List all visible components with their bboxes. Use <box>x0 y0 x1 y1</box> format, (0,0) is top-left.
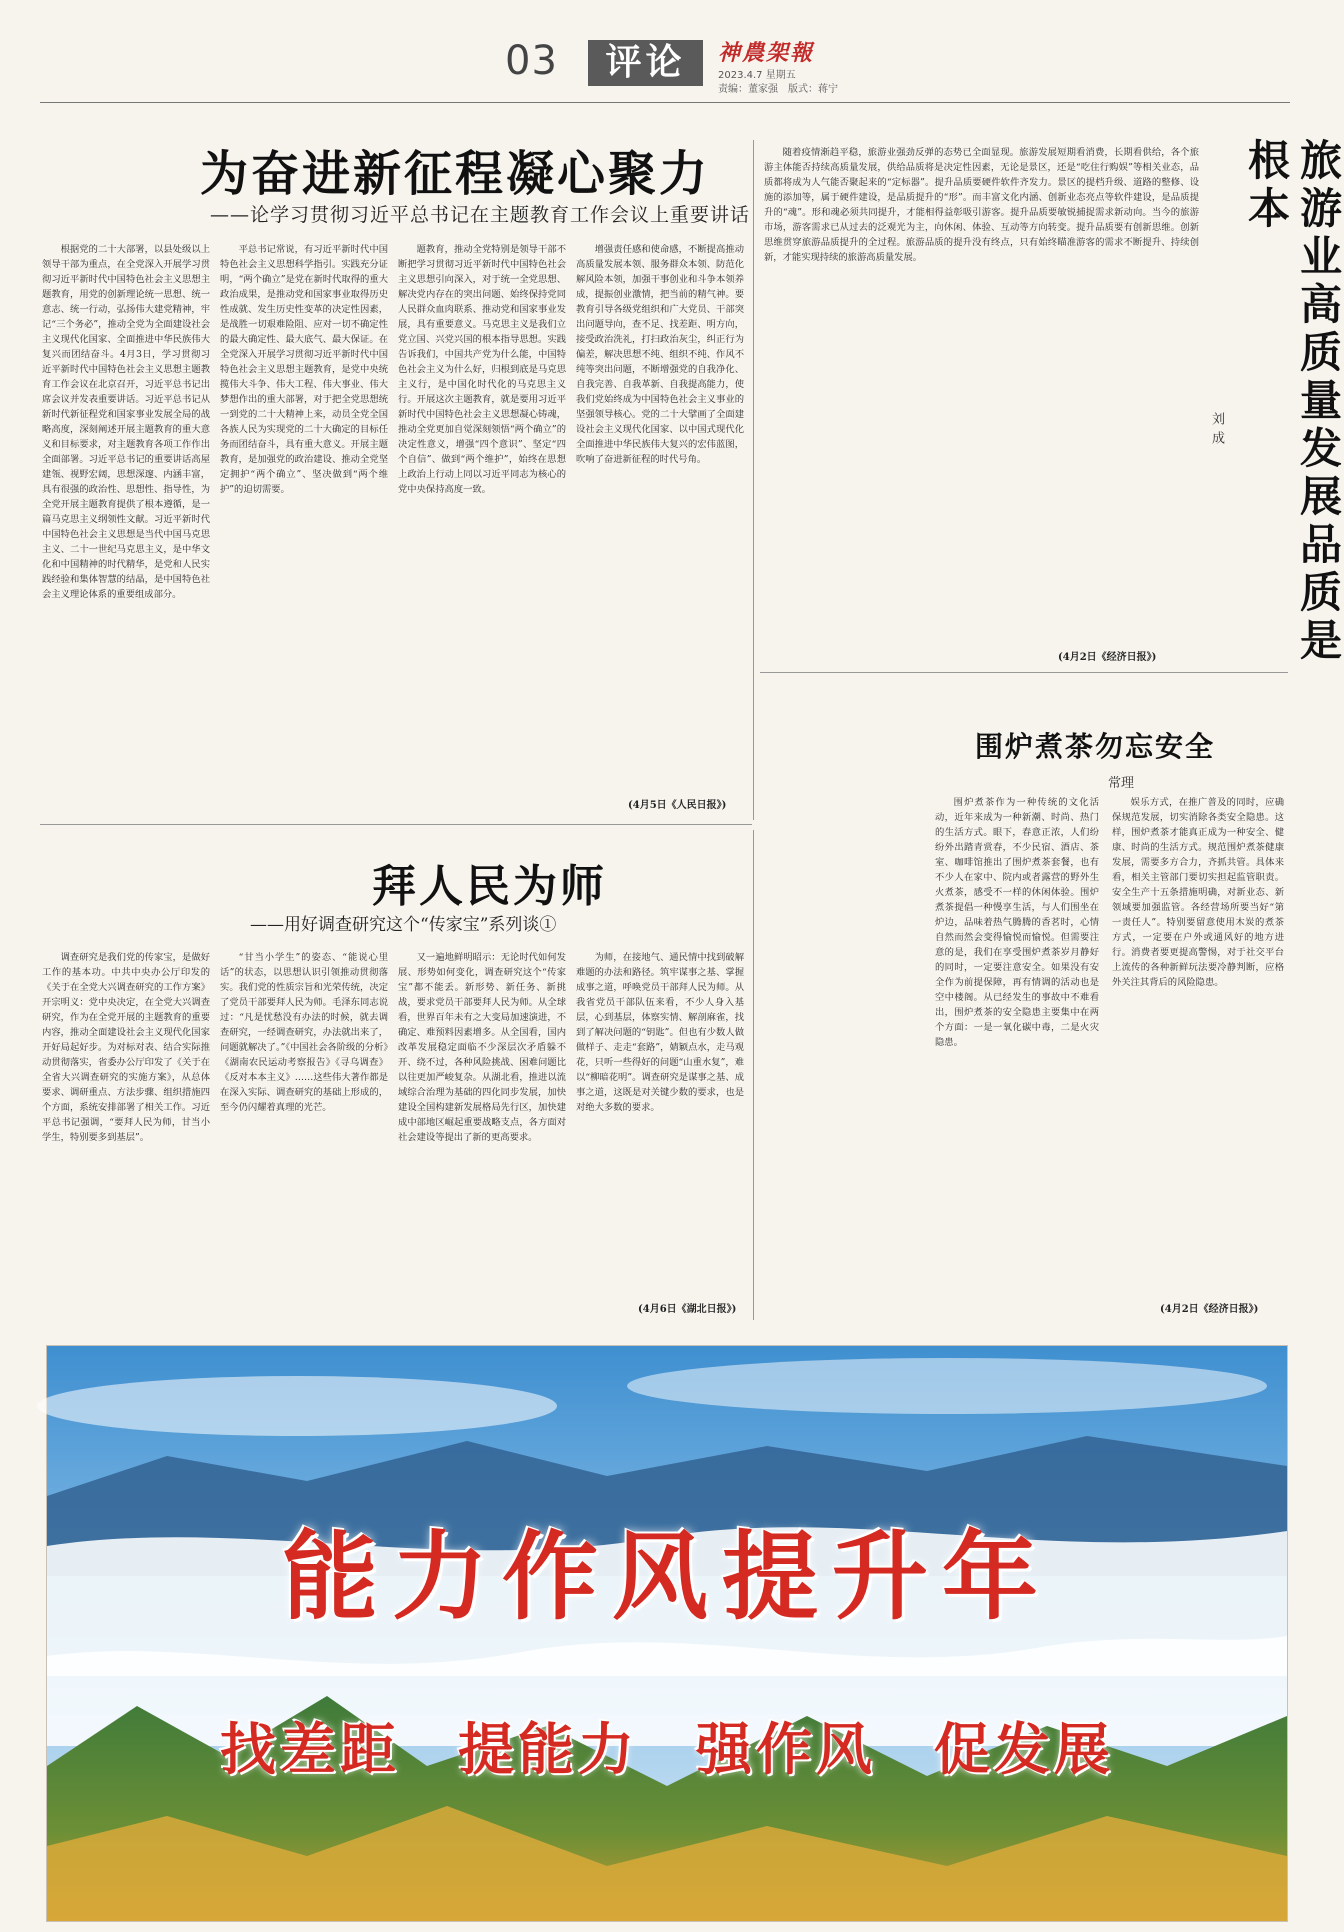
column-divider <box>753 140 754 820</box>
article4-author: 常理 <box>1108 776 1135 791</box>
article2-column-2: “甘当小学生”的姿态、“能说心里话”的状态，以思想认识引领推动贯彻落实。我们党的性质宗旨和光荣传统，决定了党员干部要拜人民为师。毛泽东同志说过：“凡是忧愁没有办法的时候，就去调查研究，一经调查研究，办法就出来了，问题就解决了。”《中国社会各阶级的分析》《湖南农民运动考察报告》《寻乌调查》《反对本本主义》……这些伟大著作都是在深入实际、调查研究的基础上形成的，至今仍闪耀着真理的光芒。 <box>220 952 388 1113</box>
article1-subtitle: ——论学习贯彻习近平总书记在主题教育工作会议上重要讲话 <box>210 204 751 226</box>
article2-column-4: 为师，在接地气、通民情中找到破解难题的办法和路径。筑牢谋事之基、掌握成事之道，呼唤党员干部拜人民为师。从我省党员干部队伍来看，不少人身入基层，心到基层，体察实情、解剖麻雀，找到了解决问题的“钥匙”。但也有少数人做做样子、走走“套路”，婧颖点水，走马观花，只听一些得好的问题“山重水复”，难以“柳暗花明”。调查研究是谋事之基、成事之道，这既是对关键少数的要求，也是对绝大多数的要求。 <box>576 952 744 1113</box>
article3-body: 随着疫情渐趋平稳，旅游业强劲反弹的态势已全面显现。旅游发展短期看消费，长期看供给，各个旅游主体能否持续高质量发展，供给品质将是决定性因素，无论是景区，还是“吃住行购娱”等相关业态，品质都将成为人气能否聚起来的“定标器”。提升品质要硬件软件齐发力。景区的提档升级、道路的整修、设施的添加等，属于硬件建设，是品质提升的“形”。而丰富文化内涵、创新业态亮点等软件建设，是品质提升的“魂”。形和魂必须共同提升，才能相得益彰吸引游客。提升品质要敏锐捕捉需求新动向。当今的旅游市场，游客需求已从过去的泛观光为主，向休闲、体验、互动等方向转变。提升品质要有创新思维。创新思维贯穿旅游品质提升的全过程。旅游品质的提升没有终点，只有始终瞄准游客的需求不断提升、持续创新，才能实现持续的旅游高质量发展。 <box>764 147 1199 263</box>
section-label: 评论 <box>588 40 703 86</box>
article3-source: (4月2日《经济日报》) <box>1058 652 1157 663</box>
article4-source: (4月2日《经济日报》) <box>1160 1304 1259 1315</box>
article4-column-1: 围炉煮茶作为一种传统的文化活动，近年来成为一种新潮、时尚、热门的生活方式。眼下，春意正浓，人们纷纷外出踏青赏春，不少民宿、酒店、茶室、咖啡馆推出了围炉煮茶套餐，也有不少人在家中、院内或者露营的野外生火煮茶，感受不一样的休闲体验。围炉煮茶提倡一种慢享生活，与人们围坐在炉边，品味着热气腾腾的香茗时，心情自然而然会变得愉悦而愉悦。但需要注意的是，我们在享受围炉煮茶岁月静好的同时，一定要注意安全。如果没有安全作为前提保障，再有情调的活动也是空中楼阁。从已经发生的事故中不难看出，围炉煮茶的安全隐患主要集中在两个方面：一是一氧化碳中毒，二是火灾隐患。 <box>935 797 1099 1048</box>
article2-column-1: 调查研究是我们党的传家宝，是做好工作的基本功。中共中央办公厅印发的《关于在全党大兴调查研究的工作方案》开宗明义：党中央决定，在全党大兴调查研究，作为在全党开展的主题教育的重要内容，推动全面建设社会主义现代化国家开好局起好步。为对标对表、结合实际推动贯彻落实，省委办公厅印发了《关于在全省大兴调查研究的实施方案》，从总体要求、调研重点、方法步骤、组织措施四个方面，系统安排部署了相关工作。习近平总书记强调，“要拜人民为师，甘当小学生，特别要多到基层”。 <box>42 952 210 1143</box>
article1-column-1: 根据党的二十大部署，以县处级以上领导干部为重点，在全党深入开展学习贯彻习近平新时代中国特色社会主义思想主题教育，用党的创新理论统一思想、统一意志、统一行动，弘扬伟大建党精神，牢记“三个务必”，推动全党为全面建设社会主义现代化国家、全面推进中华民族伟大复兴而团结奋斗。4月3日，学习贯彻习近平新时代中国特色社会主义思想主题教育工作会议在北京召开，习近平总书记出席会议并发表重要讲话。习近平总书记从新时代新征程党和国家事业发展全局的战略高度，深刻阐述开展主题教育的重大意义和目标要求，对主题教育各项工作作出全面部署。习近平总书记的重要讲话高屋建瓴、视野宏阔，思想深邃、内涵丰富，具有很强的政治性、思想性、指导性，为全党开展主题教育提供了根本遵循，是一篇马克思主义纲领性文献。习近平新时代中国特色社会主义思想是当代中国马克思主义、二十一世纪马克思主义，是中华文化和中国精神的时代精华，是党和人民实践经验和集体智慧的结晶，是中国特色社会主义理论体系的重要组成部分。 <box>42 244 210 600</box>
article4-title: 围炉煮茶勿忘安全 <box>975 730 1216 763</box>
article2-title: 拜人民为师 <box>372 861 607 912</box>
article3-author: 刘成 <box>1209 412 1224 450</box>
slogan-3: 强作风 <box>696 1718 876 1783</box>
page-number: 03 <box>505 38 558 84</box>
banner-slogans <box>47 1706 1287 1786</box>
editor-credits: 责编：董家强 版式：蒋宁 <box>718 84 838 95</box>
masthead-rule <box>40 102 1290 103</box>
slogan-2: 提能力 <box>458 1718 638 1783</box>
section-divider <box>760 672 1288 673</box>
slogan-1: 找差距 <box>220 1718 400 1783</box>
article1-column-3: 题教育，推动全党特别是领导干部不断把学习贯彻习近平新时代中国特色社会主义思想引向深入，对于统一全党思想、解决党内存在的突出问题、始终保持党同人民群众血肉联系、推动党和国家事业发展，具有重要意义。马克思主义是我们立党立国、兴党兴国的根本指导思想。实践告诉我们，中国共产党为什么能，中国特色社会主义为什么好，归根到底是马克思主义行，是中国化时代化的马克思主义行。开展这次主题教育，就是要用习近平新时代中国特色社会主义思想凝心铸魂，推动全党更加自觉深刻领悟“两个确立”的决定性意义，增强“四个意识”、坚定“四个自信”、做到“两个维护”，始终在思想上政治上行动上同以习近平同志为核心的党中央保持高度一致。 <box>398 244 566 495</box>
section-divider <box>40 824 752 825</box>
column-divider <box>753 830 754 1320</box>
article3-title: 旅游业高质量发展品质是根本 <box>1242 138 1343 666</box>
banner-title: 能力作风提升年 <box>282 1521 1052 1633</box>
article1-source: (4月5日《人民日报》) <box>628 800 727 811</box>
paper-name: 神農架報 <box>718 40 815 66</box>
article1-title: 为奋进新征程凝心聚力 <box>200 146 711 202</box>
article1-column-2: 平总书记常说，有习近平新时代中国特色社会主义思想科学指引。实践充分证明，“两个确立”是党在新时代取得的重大政治成果，是推动党和国家事业取得历史性成就、发生历史性变革的决定性因素，是战胜一切艰难险阻、应对一切不确定性的最大确定性、最大底气、最大保证。在全党深入开展学习贯彻习近平新时代中国特色社会主义思想主题教育，是党中央统揽伟大斗争、伟大工程、伟大事业、伟大梦想作出的重大部署，对于把全党思想统一到党的二十大精神上来，动员全党全国各族人民为实现党的二十大确定的目标任务而团结奋斗，具有重大意义。开展主题教育，是加强党的政治建设、推动全党坚定拥护“两个确立”、坚决做到“两个维护”的迫切需要。 <box>220 244 388 495</box>
article4-column-2: 娱乐方式，在推广普及的同时，应确保规范发展，切实消除各类安全隐患。这样，围炉煮茶才能真正成为一种安全、健康、时尚的生活方式。规范围炉煮茶健康发展，需要多方合力，齐抓共管。具体来看，相关主管部门要切实担起监管职责。安全生产十五条措施明确，对新业态、新领域要加强监管。各经营场所要当好“第一责任人”。特别要留意使用木炭的煮茶方式，一定要在户外或通风好的地方进行。消费者要更提高警惕，对于社交平台上流传的各种新鲜玩法要冷静判断，应格外关注其背后的风险隐患。 <box>1112 797 1284 988</box>
article2-subtitle: ——用好调查研究这个“传家宝”系列谈① <box>250 915 557 935</box>
article2-column-3: 又一遍地鲜明昭示：无论时代如何发展、形势如何变化，调查研究这个“传家宝”都不能丢。新形势、新任务、新挑战，要求党员干部要拜人民为师。从全球看，世界百年未有之大变局加速演进，不确定、难预料因素增多。从全国看，国内改革发展稳定面临不少深层次矛盾躲不开、绕不过，各种风险挑战、困难问题比以往更加严峻复杂。从湖北看，推进以流域综合治理为基础的四化同步发展，加快建设全国构建新发展格局先行区，加快建成中部地区崛起重要战略支点，各方面对社会建设等提出了新的更高要求。 <box>398 952 566 1143</box>
slogan-4: 促发展 <box>934 1718 1114 1783</box>
article1-column-4: 增强责任感和使命感，不断提高推动高质量发展本领、服务群众本领、防范化解风险本领，加强干事创业和斗争本领养成，提振创业激情，把当前的精气神。要教育引导各级党组织和广大党员、干部突出问题导向，查不足、找差距、明方向，接受政治洗礼，打扫政治灰尘，纠正行为偏差，解决思想不纯、组织不纯、作风不纯等突出问题，不断增强党的自我净化、自我完善、自我革新、自我提高能力，使我们党始终成为中国特色社会主义事业的坚强领导核心。党的二十大擘画了全面建设社会主义现代化国家、以中国式现代化全面推进中华民族伟大复兴的宏伟蓝图，吹响了奋进新征程的时代号角。 <box>576 244 744 465</box>
banner-image <box>46 1345 1288 1922</box>
issue-date: 2023.4.7 星期五 <box>718 70 796 81</box>
article2-source: (4月6日《湖北日报》) <box>638 1304 737 1315</box>
